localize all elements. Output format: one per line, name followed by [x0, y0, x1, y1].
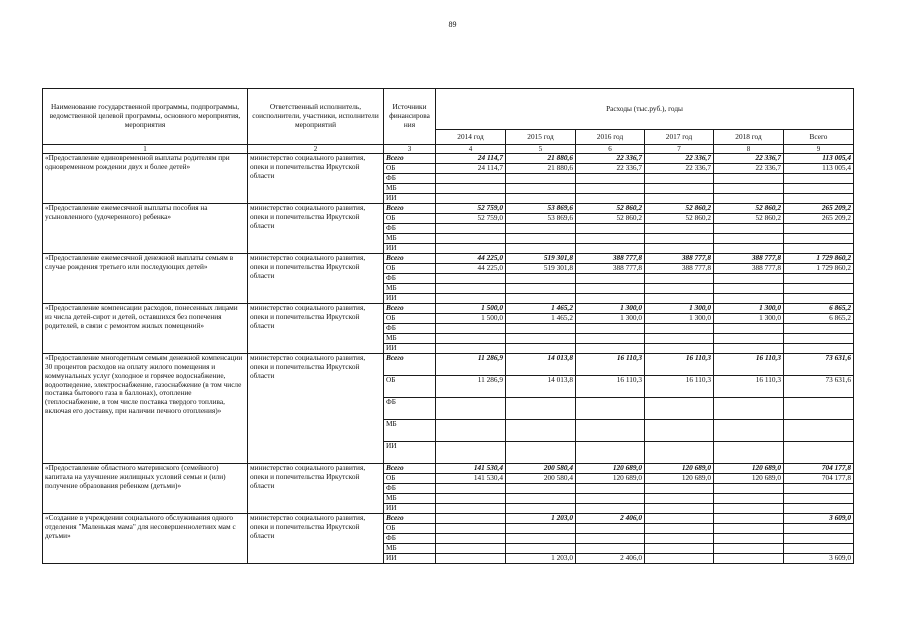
total-value	[784, 324, 854, 334]
year-value	[436, 184, 506, 194]
total-value	[784, 194, 854, 204]
year-value	[576, 544, 645, 554]
col-number: 3	[384, 145, 436, 154]
header-total: Всего	[784, 130, 854, 145]
year-value	[645, 398, 714, 420]
year-value	[576, 442, 645, 464]
year-value	[645, 274, 714, 284]
year-value: 52 759,0	[436, 214, 506, 224]
year-value	[645, 194, 714, 204]
year-value	[576, 294, 645, 304]
funding-source: ФБ	[384, 174, 436, 184]
year-value: 2 406,0	[576, 514, 645, 524]
year-value: 1 300,0	[645, 304, 714, 314]
year-value	[576, 184, 645, 194]
executor-name: министерство социального развития, опеки и попечительства Иркутской области	[248, 464, 384, 514]
header-year: 2014 год	[436, 130, 506, 145]
col-number: 2	[248, 145, 384, 154]
year-value	[436, 334, 506, 344]
year-value	[436, 324, 506, 334]
year-value	[436, 544, 506, 554]
year-value: 52 759,0	[436, 204, 506, 214]
year-value	[576, 284, 645, 294]
funding-source: МБ	[384, 184, 436, 194]
year-value	[506, 244, 576, 254]
year-value	[714, 324, 784, 334]
year-value	[436, 442, 506, 464]
year-value	[576, 324, 645, 334]
year-value	[714, 524, 784, 534]
total-value	[784, 184, 854, 194]
funding-source: ФБ	[384, 398, 436, 420]
year-value	[506, 184, 576, 194]
funding-source: ФБ	[384, 224, 436, 234]
year-value	[576, 524, 645, 534]
executor-name: министерство социального развития, опеки и попечительства Иркутской области	[248, 154, 384, 204]
funding-source: ИИ	[384, 244, 436, 254]
table-row	[43, 464, 854, 474]
year-value	[714, 294, 784, 304]
header-program: Наименование государственной программы, подпрограммы, ведомственной целевой программы, основного мероприятия, мероприятия	[43, 89, 248, 145]
total-value: 73 631,6	[784, 376, 854, 398]
year-value	[506, 504, 576, 514]
year-value	[645, 484, 714, 494]
year-value: 1 300,0	[714, 304, 784, 314]
year-value: 120 689,0	[645, 464, 714, 474]
program-name: «Предоставление ежемесячной выплаты пособия на усыновленного (удочеренного) ребенка»	[43, 204, 248, 254]
year-value: 141 530,4	[436, 474, 506, 484]
funding-source: ФБ	[384, 324, 436, 334]
executor-name: министерство социального развития, опеки и попечительства Иркутской области	[248, 204, 384, 254]
year-value: 44 225,0	[436, 264, 506, 274]
executor-name: министерство социального развития, опеки и попечительства Иркутской области	[248, 254, 384, 304]
year-value: 53 869,6	[506, 204, 576, 214]
funding-source: МБ	[384, 494, 436, 504]
year-value: 16 110,3	[576, 354, 645, 376]
year-value: 1 300,0	[714, 314, 784, 324]
funding-source: ОБ	[384, 214, 436, 224]
year-value: 11 286,9	[436, 354, 506, 376]
year-value	[714, 442, 784, 464]
total-value	[784, 420, 854, 442]
funding-source: ФБ	[384, 534, 436, 544]
funding-source: ИИ	[384, 344, 436, 354]
year-value	[506, 494, 576, 504]
year-value: 16 110,3	[714, 376, 784, 398]
year-value	[714, 398, 784, 420]
col-number: 7	[645, 145, 714, 154]
total-value	[784, 494, 854, 504]
year-value: 388 777,8	[576, 264, 645, 274]
year-value	[436, 194, 506, 204]
year-value	[645, 494, 714, 504]
funding-source: ОБ	[384, 314, 436, 324]
year-value: 2 406,0	[576, 554, 645, 564]
year-value	[714, 504, 784, 514]
year-value	[645, 244, 714, 254]
col-number: 8	[714, 145, 784, 154]
year-value	[436, 494, 506, 504]
total-value	[784, 174, 854, 184]
year-value	[645, 544, 714, 554]
year-value	[714, 274, 784, 284]
year-value	[576, 194, 645, 204]
year-value: 52 860,2	[576, 214, 645, 224]
year-value	[576, 494, 645, 504]
funding-source: ФБ	[384, 484, 436, 494]
year-value	[506, 484, 576, 494]
year-value	[506, 334, 576, 344]
year-value	[645, 420, 714, 442]
total-value: 73 631,6	[784, 354, 854, 376]
year-value: 519 301,8	[506, 254, 576, 264]
total-value	[784, 442, 854, 464]
year-value	[645, 524, 714, 534]
program-name: «Создание в учреждении социального обслуживания одного отделения "Маленькая мама" для несовершеннолетних мам с детьми»	[43, 514, 248, 564]
total-value	[784, 504, 854, 514]
year-value	[645, 174, 714, 184]
year-value	[436, 420, 506, 442]
year-value	[714, 194, 784, 204]
year-value	[506, 544, 576, 554]
year-value	[436, 284, 506, 294]
funding-source: ОБ	[384, 164, 436, 174]
funding-source: МБ	[384, 420, 436, 442]
year-value	[576, 504, 645, 514]
funding-source: ИИ	[384, 554, 436, 564]
total-value: 113 005,4	[784, 164, 854, 174]
table-row	[43, 514, 854, 524]
col-number: 4	[436, 145, 506, 154]
year-value	[436, 534, 506, 544]
header-year: 2017 год	[645, 130, 714, 145]
year-value: 22 336,7	[714, 164, 784, 174]
funding-source: Всего	[384, 304, 436, 314]
program-name: «Предоставление многодетным семьям денежной компенсации 30 процентов расходов на оплату жилого помещения и коммунальных услуг (холодное и горячее водоснабжение, водоотведение, электроснабжение, газоснабжение (в том числе поставка бытового газа в баллонах), отопление (теплоснабжение, в том числе поставка твердого топлива, включая его доставку, при наличии печного отопления)»	[43, 354, 248, 464]
year-value: 388 777,8	[576, 254, 645, 264]
page-number: 89	[448, 20, 457, 29]
year-value	[506, 398, 576, 420]
year-value	[506, 194, 576, 204]
year-value: 1 300,0	[645, 314, 714, 324]
year-value: 16 110,3	[645, 376, 714, 398]
year-value	[645, 442, 714, 464]
year-value: 52 860,2	[645, 214, 714, 224]
expenses-table	[42, 88, 854, 564]
year-value	[645, 294, 714, 304]
total-value	[784, 224, 854, 234]
year-value	[436, 524, 506, 534]
year-value: 52 860,2	[714, 214, 784, 224]
year-value	[576, 484, 645, 494]
year-value	[714, 544, 784, 554]
year-value	[645, 284, 714, 294]
funding-source: Всего	[384, 514, 436, 524]
year-value	[714, 534, 784, 544]
year-value	[506, 294, 576, 304]
year-value	[436, 274, 506, 284]
total-value: 3 609,0	[784, 514, 854, 524]
funding-source: Всего	[384, 154, 436, 164]
total-value	[784, 294, 854, 304]
year-value	[645, 554, 714, 564]
year-value	[714, 334, 784, 344]
year-value	[645, 184, 714, 194]
year-value	[576, 224, 645, 234]
year-value: 388 777,8	[714, 264, 784, 274]
total-value: 113 005,4	[784, 154, 854, 164]
year-value: 1 500,0	[436, 304, 506, 314]
total-value: 1 729 860,2	[784, 254, 854, 264]
year-value: 24 114,7	[436, 154, 506, 164]
table-row	[43, 354, 854, 376]
table-row	[43, 204, 854, 214]
year-value: 120 689,0	[714, 474, 784, 484]
year-value: 1 465,2	[506, 314, 576, 324]
year-value	[714, 484, 784, 494]
funding-source: Всего	[384, 464, 436, 474]
year-value	[645, 514, 714, 524]
year-value	[506, 420, 576, 442]
year-value	[436, 294, 506, 304]
year-value: 16 110,3	[576, 376, 645, 398]
total-value	[784, 274, 854, 284]
year-value	[436, 244, 506, 254]
year-value	[506, 224, 576, 234]
year-value: 44 225,0	[436, 254, 506, 264]
funding-source: Всего	[384, 354, 436, 376]
header-expenses: Расходы (тыс.руб.), годы	[436, 89, 854, 130]
funding-source: ИИ	[384, 194, 436, 204]
table-row	[43, 154, 854, 164]
year-value: 52 860,2	[576, 204, 645, 214]
year-value	[506, 324, 576, 334]
year-value: 1 300,0	[576, 304, 645, 314]
year-value	[714, 224, 784, 234]
year-value	[576, 398, 645, 420]
total-value: 6 865,2	[784, 304, 854, 314]
year-value	[506, 534, 576, 544]
year-value	[714, 234, 784, 244]
year-value: 22 336,7	[714, 154, 784, 164]
year-value: 11 286,9	[436, 376, 506, 398]
year-value	[576, 274, 645, 284]
total-value	[784, 344, 854, 354]
funding-source: ФБ	[384, 274, 436, 284]
year-value	[436, 174, 506, 184]
year-value: 519 301,8	[506, 264, 576, 274]
year-value	[506, 284, 576, 294]
table-row	[43, 254, 854, 264]
year-value	[576, 534, 645, 544]
year-value: 388 777,8	[645, 254, 714, 264]
year-value: 120 689,0	[714, 464, 784, 474]
year-value	[436, 514, 506, 524]
year-value	[645, 334, 714, 344]
funding-source: ОБ	[384, 474, 436, 484]
total-value: 265 209,2	[784, 204, 854, 214]
executor-name: министерство социального развития, опеки и попечительства Иркутской области	[248, 514, 384, 564]
year-value: 21 880,6	[506, 154, 576, 164]
col-number: 9	[784, 145, 854, 154]
year-value	[645, 504, 714, 514]
year-value: 120 689,0	[645, 474, 714, 484]
total-value	[784, 334, 854, 344]
year-value	[714, 184, 784, 194]
year-value: 1 203,0	[506, 514, 576, 524]
program-name: «Предоставление областного материнского (семейного) капитала на улучшение жилищных условий семьи и (или) получение образования ребенком (детьми)»	[43, 464, 248, 514]
total-value	[784, 524, 854, 534]
year-value	[714, 174, 784, 184]
total-value: 1 729 860,2	[784, 264, 854, 274]
year-value: 120 689,0	[576, 474, 645, 484]
year-value	[714, 514, 784, 524]
executor-name: министерство социального развития, опеки и попечительства Иркутской области	[248, 304, 384, 354]
funding-source: Всего	[384, 204, 436, 214]
col-number: 6	[576, 145, 645, 154]
year-value	[506, 274, 576, 284]
year-value	[714, 284, 784, 294]
year-value	[576, 244, 645, 254]
funding-source: ИИ	[384, 294, 436, 304]
total-value	[784, 234, 854, 244]
table-row	[43, 304, 854, 314]
year-value	[436, 224, 506, 234]
year-value: 22 336,7	[645, 164, 714, 174]
year-value	[645, 224, 714, 234]
header-source: Источники финансирова ния	[384, 89, 436, 145]
year-value: 388 777,8	[714, 254, 784, 264]
year-value	[576, 234, 645, 244]
total-value	[784, 284, 854, 294]
year-value: 16 110,3	[645, 354, 714, 376]
total-value	[784, 484, 854, 494]
year-value	[576, 174, 645, 184]
year-value	[436, 554, 506, 564]
col-number: 5	[506, 145, 576, 154]
year-value	[645, 234, 714, 244]
year-value	[576, 334, 645, 344]
year-value	[436, 398, 506, 420]
funding-source: Всего	[384, 254, 436, 264]
program-name: «Предоставление единовременной выплаты родителям при одновременном рождении двух и более детей»	[43, 154, 248, 204]
total-value: 704 177,8	[784, 474, 854, 484]
year-value: 120 689,0	[576, 464, 645, 474]
header-year: 2015 год	[506, 130, 576, 145]
header-year: 2016 год	[576, 130, 645, 145]
total-value	[784, 534, 854, 544]
year-value: 1 500,0	[436, 314, 506, 324]
year-value: 200 580,4	[506, 464, 576, 474]
year-value	[714, 554, 784, 564]
year-value	[645, 324, 714, 334]
year-value: 14 013,8	[506, 376, 576, 398]
year-value: 1 300,0	[576, 314, 645, 324]
year-value: 200 580,4	[506, 474, 576, 484]
year-value: 1 465,2	[506, 304, 576, 314]
year-value	[506, 524, 576, 534]
total-value	[784, 544, 854, 554]
funding-source: ОБ	[384, 524, 436, 534]
total-value	[784, 398, 854, 420]
year-value: 53 869,6	[506, 214, 576, 224]
program-name: «Предоставление ежемесячной денежной выплаты семьям в случае рождения третьего или последующих детей»	[43, 254, 248, 304]
year-value: 14 013,8	[506, 354, 576, 376]
col-number: 1	[43, 145, 248, 154]
total-value: 3 609,0	[784, 554, 854, 564]
executor-name: министерство социального развития, опеки и попечительства Иркутской области	[248, 354, 384, 464]
year-value	[506, 344, 576, 354]
program-name: «Предоставление компенсации расходов, понесенных лицами из числа детей-сирот и детей, оставшихся без попечения родителей, в связи с ремонтом жилых помещений»	[43, 304, 248, 354]
year-value	[714, 420, 784, 442]
year-value	[436, 484, 506, 494]
year-value	[576, 344, 645, 354]
total-value	[784, 244, 854, 254]
year-value	[436, 344, 506, 354]
funding-source: ИИ	[384, 442, 436, 464]
funding-source: ОБ	[384, 264, 436, 274]
header-year: 2018 год	[714, 130, 784, 145]
year-value: 388 777,8	[645, 264, 714, 274]
year-value	[714, 494, 784, 504]
total-value: 265 209,2	[784, 214, 854, 224]
year-value	[645, 534, 714, 544]
year-value: 21 880,6	[506, 164, 576, 174]
funding-source: МБ	[384, 284, 436, 294]
year-value	[506, 442, 576, 464]
year-value	[436, 504, 506, 514]
year-value	[714, 344, 784, 354]
funding-source: ИИ	[384, 504, 436, 514]
year-value	[436, 234, 506, 244]
year-value: 22 336,7	[645, 154, 714, 164]
year-value: 22 336,7	[576, 164, 645, 174]
total-value: 704 177,8	[784, 464, 854, 474]
funding-source: МБ	[384, 234, 436, 244]
year-value: 52 860,2	[645, 204, 714, 214]
year-value	[714, 244, 784, 254]
funding-source: МБ	[384, 544, 436, 554]
year-value: 24 114,7	[436, 164, 506, 174]
year-value: 22 336,7	[576, 154, 645, 164]
header-executor: Ответственный исполнитель, соисполнители, участники, исполнители мероприятий	[248, 89, 384, 145]
funding-source: МБ	[384, 334, 436, 344]
year-value: 141 530,4	[436, 464, 506, 474]
year-value	[506, 234, 576, 244]
total-value: 6 865,2	[784, 314, 854, 324]
year-value: 16 110,3	[714, 354, 784, 376]
year-value	[645, 344, 714, 354]
year-value	[576, 420, 645, 442]
year-value	[506, 174, 576, 184]
year-value: 1 203,0	[506, 554, 576, 564]
funding-source: ОБ	[384, 376, 436, 398]
year-value: 52 860,2	[714, 204, 784, 214]
